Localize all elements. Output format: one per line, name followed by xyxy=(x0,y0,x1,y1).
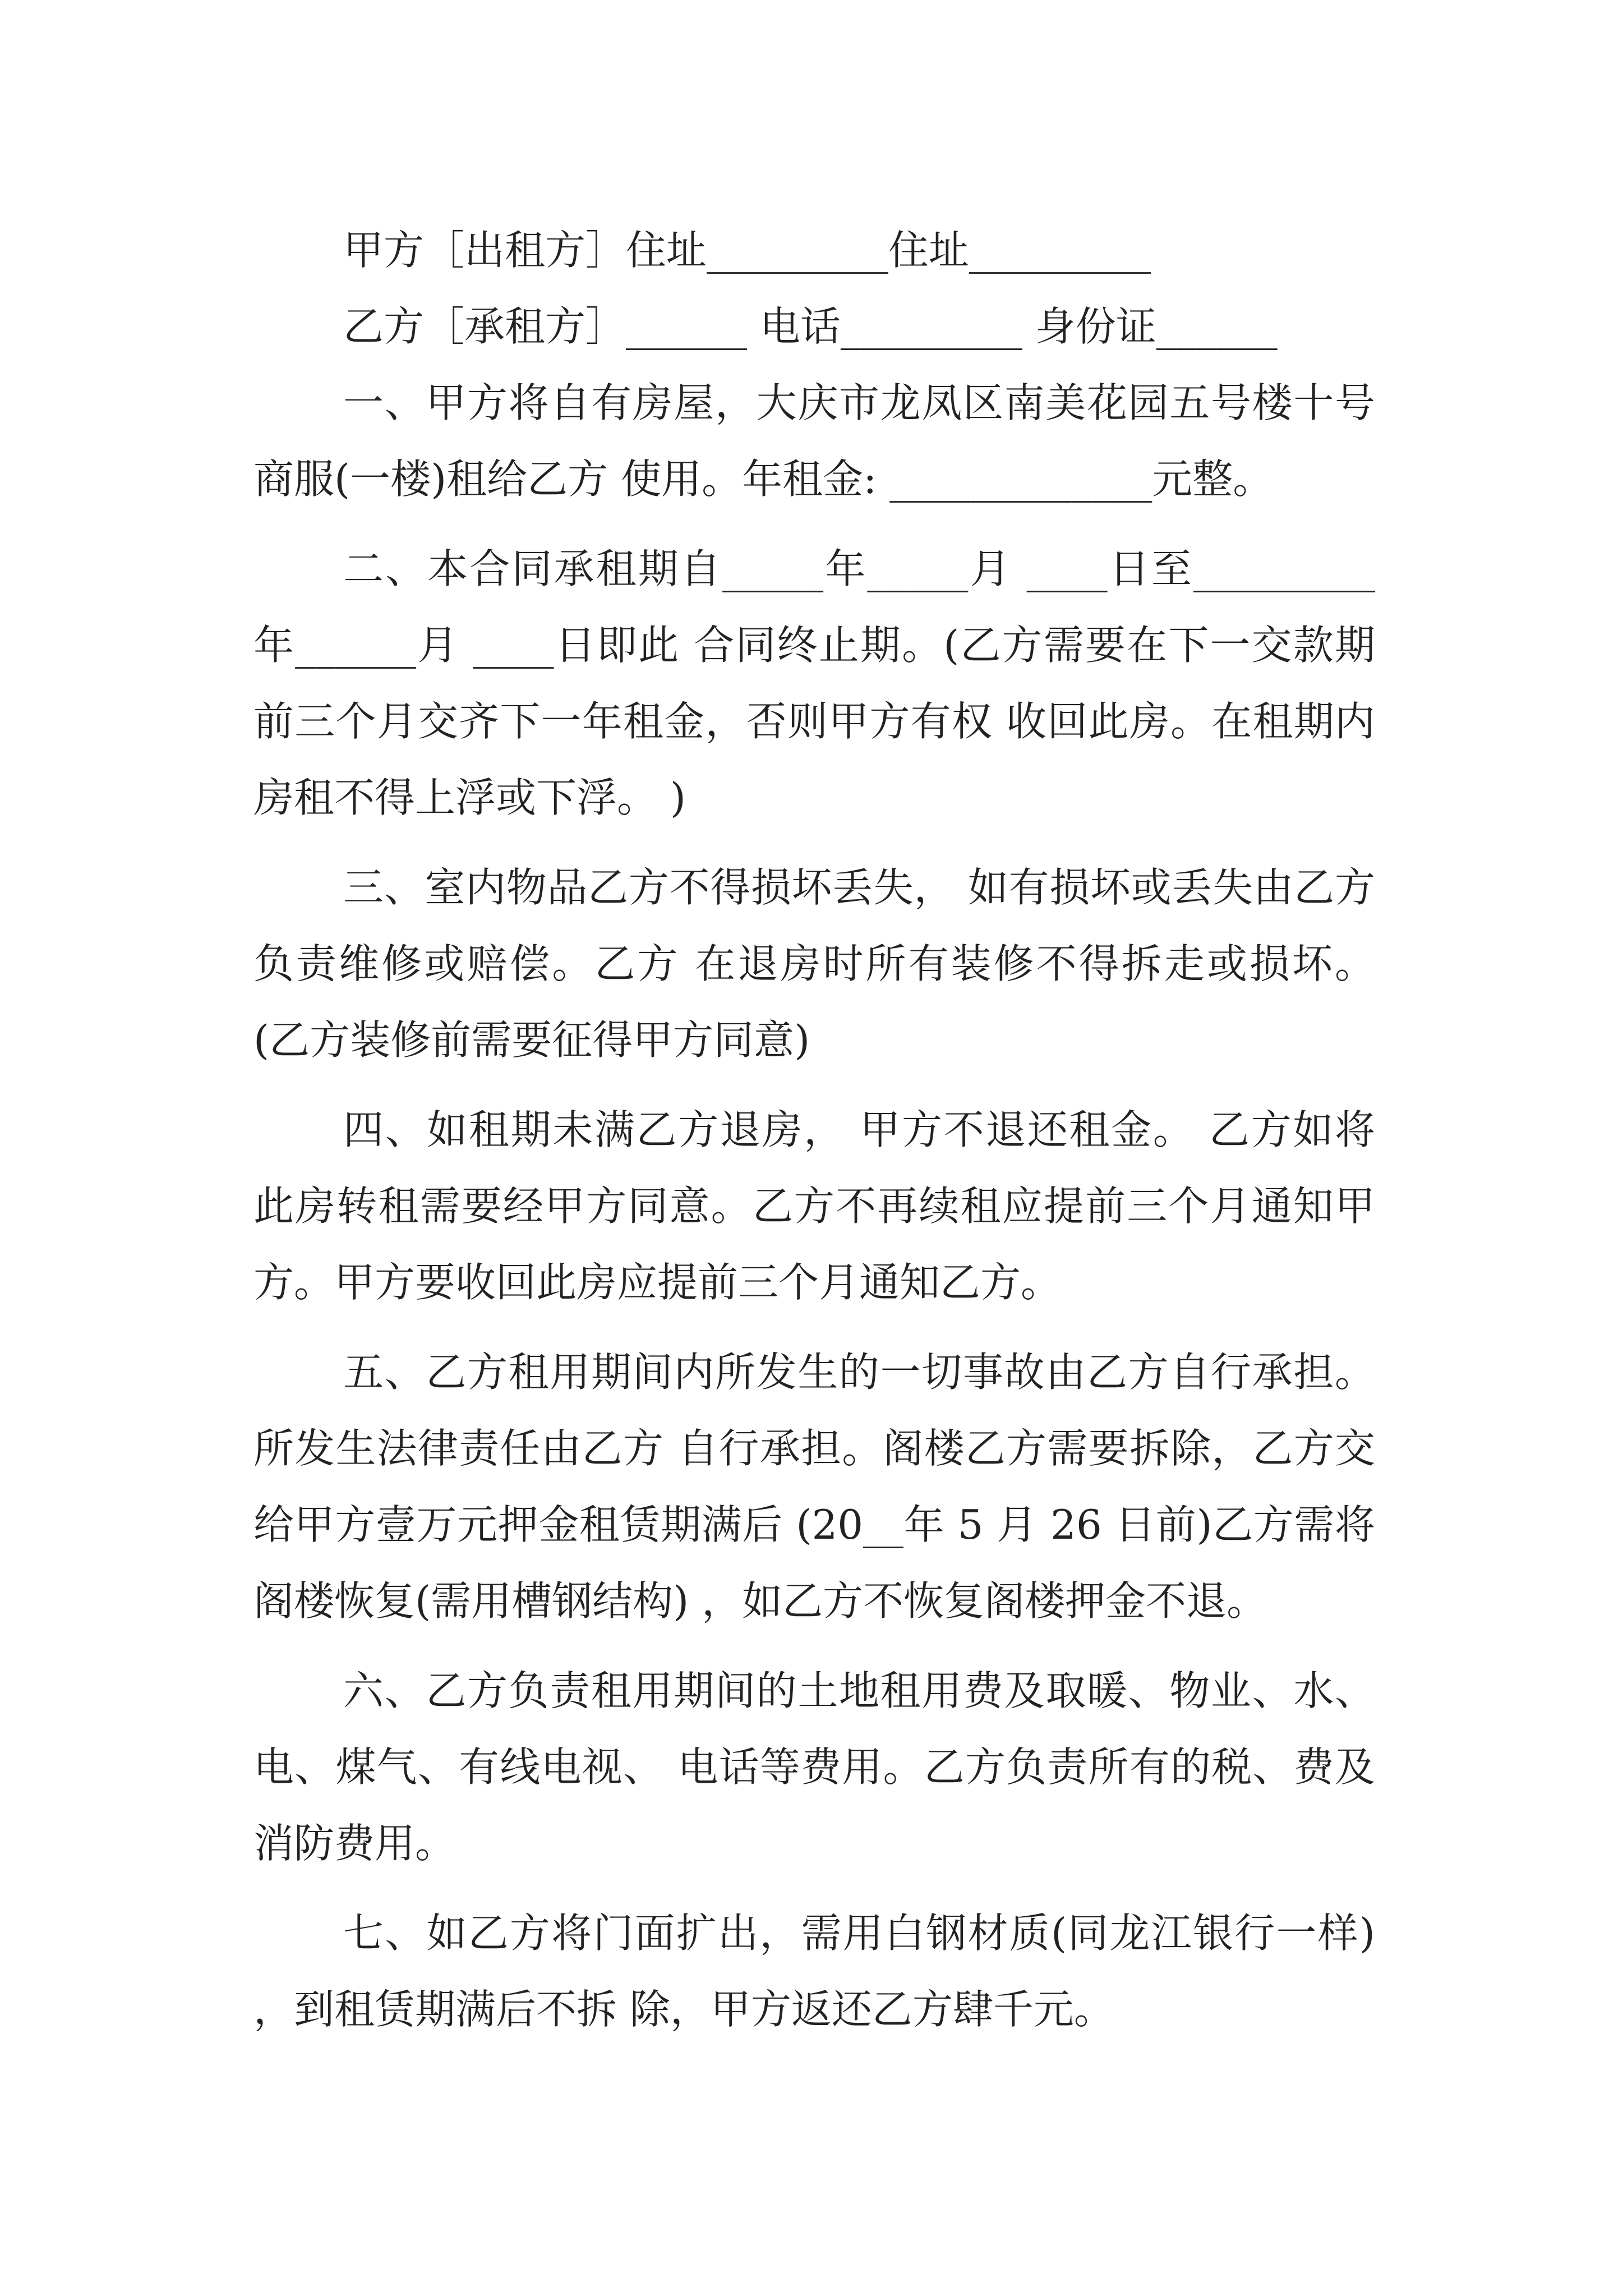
clause-5: 五、乙方租用期间内所发生的一切事故由乙方自行承担。所发生法律责任由乙方 自行承担。阁楼乙方需要拆除，乙方交给甲方壹万元押金租赁期满后 (20__年 5 月 26 日前)乙方需将阁楼恢复(需用槽钢结构) ，如乙方不恢复阁楼押金不退。 xyxy=(253,1349,1375,1625)
party-a-line: 甲方［出租方］住址_________住址_________ xyxy=(343,227,1151,274)
party-b-line: 乙方［承租方］______ 电话_________ 身份证______ xyxy=(343,303,1278,350)
lease-contract-body xyxy=(253,212,1388,2047)
clause-4: 四、如租期未满乙方退房， 甲方不退还租金。 乙方如将此房转租需要经甲方同意。乙方不再续租应提前三个月通知甲方。甲方要收回此房应提前三个月通知乙方。 xyxy=(253,1106,1375,1306)
clause-3: 三、室内物品乙方不得损坏丢失， 如有损坏或丢失由乙方负责维修或赔偿。乙方 在退房时所有装修不得拆走或损坏。 (乙方装修前需要征得甲方同意) xyxy=(253,864,1388,1064)
clause-7: 七、如乙方将门面扩出，需用白钢材质(同龙江银行一样) ，到租赁期满后不拆 除，甲方返还乙方肆千元。 xyxy=(253,1910,1388,2033)
clause-1: 一、甲方将自有房屋，大庆市龙凤区南美花园五号楼十号商服(一楼)租给乙方 使用。年租金: _____________元整。 xyxy=(253,379,1375,503)
clause-6: 六、乙方负责租用期间的土地租用费及取暖、物业、水、电、煤气、有线电视、 电话等费用。乙方负责所有的税、费及消防费用。 xyxy=(253,1667,1375,1867)
clause-2: 二、本合同承租期自_____年_____月 ____日至_________年______月 ____日即此 合同终止期。(乙方需要在下一交款期前三个月交齐下一年租金，否则甲方有权 收回此房。在租期内房租不得上浮或下浮。 ) xyxy=(253,545,1375,821)
